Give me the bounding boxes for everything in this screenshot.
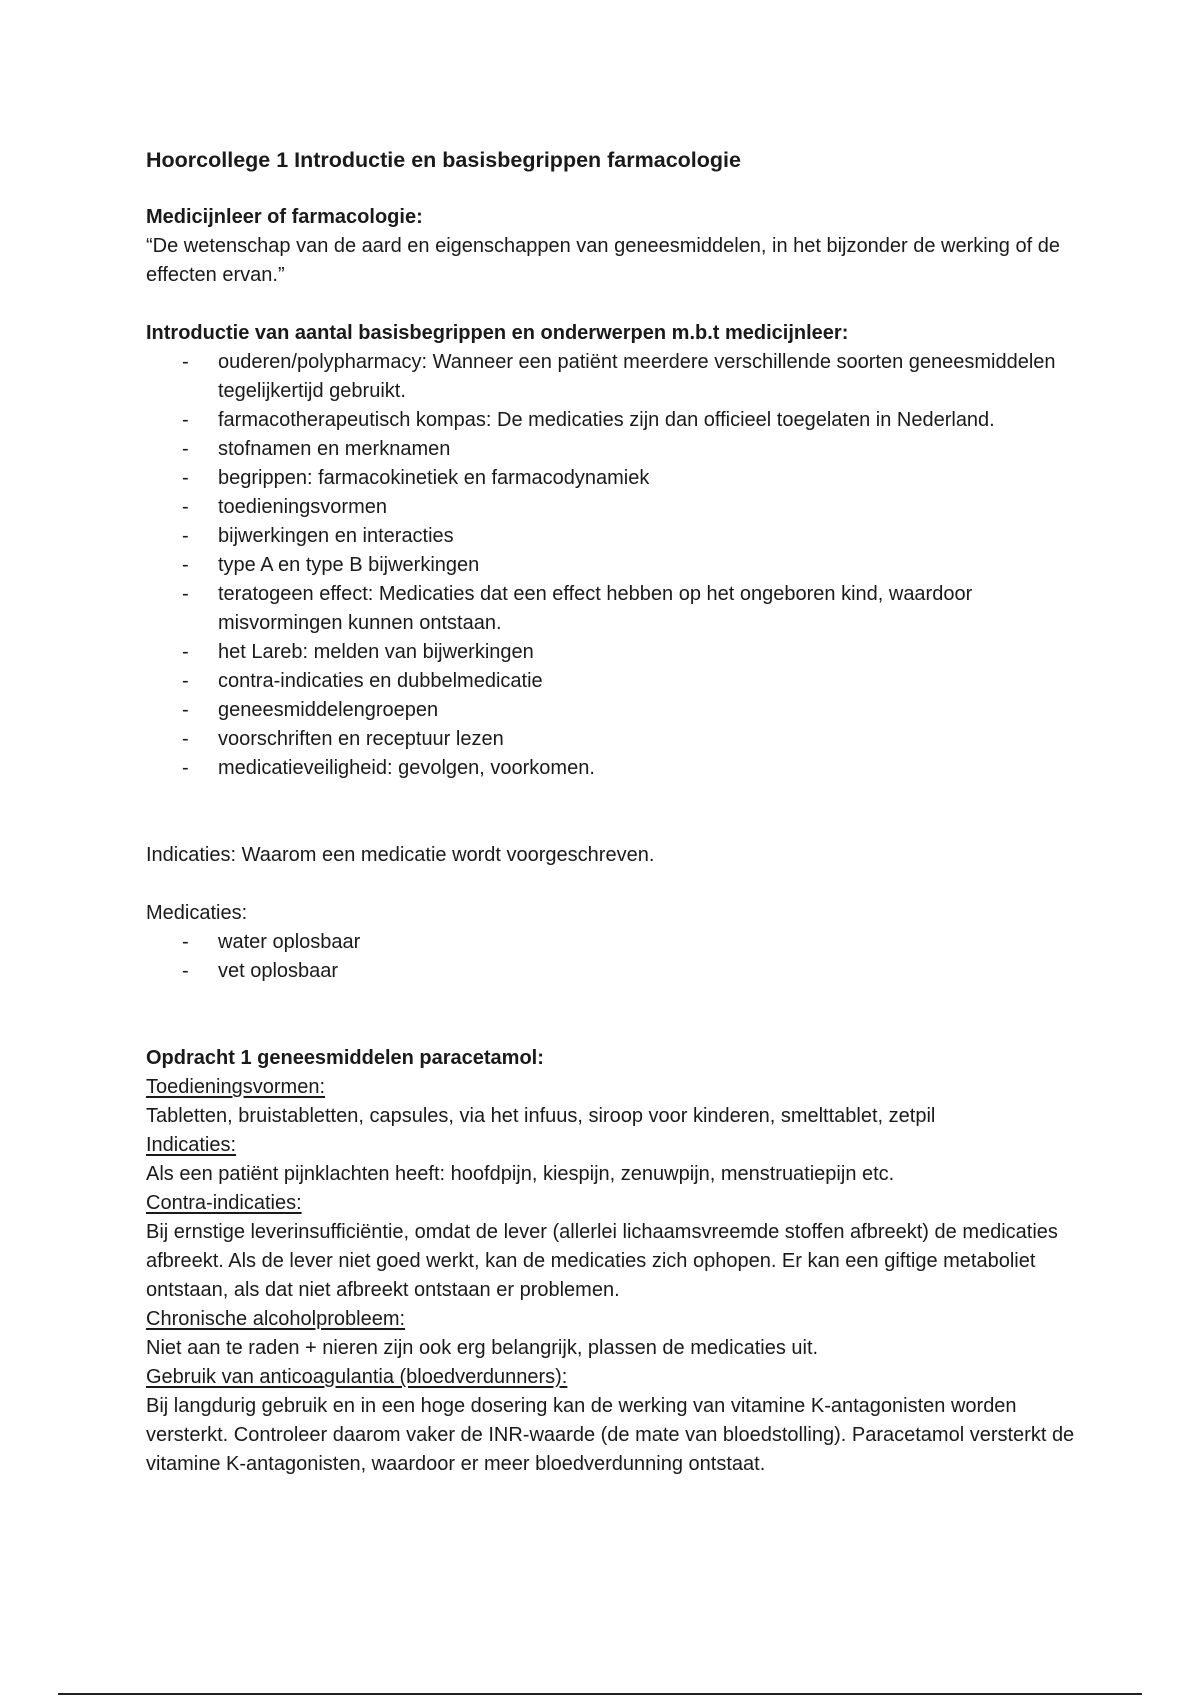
section-label-anticoagulantia: Gebruik van anticoagulantia (bloedverdunners): xyxy=(146,1366,568,1388)
medicaties-label: Medicaties: xyxy=(146,902,248,924)
intro-list xyxy=(146,348,1076,783)
list-item: - medicatieveiligheid: gevolgen, voorkomen. xyxy=(146,754,1076,783)
section-label-alcohol: Chronische alcoholprobleem: xyxy=(146,1308,406,1330)
list-item: - stofnamen en merknamen xyxy=(146,435,1076,464)
list-item: - bijwerkingen en interacties xyxy=(146,522,1076,551)
list-item: - voorschriften en receptuur lezen xyxy=(146,725,1076,754)
list-item: - geneesmiddelengroepen xyxy=(146,696,1076,725)
list-item: - toedieningsvormen xyxy=(146,493,1076,522)
list-item: - het Lareb: melden van bijwerkingen xyxy=(146,638,1076,667)
list-item: - farmacotherapeutisch kompas: De medicaties zijn dan officieel toegelaten in Nederland. xyxy=(146,406,1076,435)
list-item: - contra-indicaties en dubbelmedicatie xyxy=(146,667,1076,696)
list-item: - water oplosbaar xyxy=(146,928,1076,957)
list-item: - type A en type B bijwerkingen xyxy=(146,551,1076,580)
list-item: - ouderen/polypharmacy: Wanneer een patiënt meerdere verschillende soorten geneesmiddelen tegelijkertijd gebruikt. xyxy=(146,348,1076,406)
intro-heading: Introductie van aantal basisbegrippen en onderwerpen m.b.t medicijnleer: xyxy=(146,322,849,344)
document-page xyxy=(146,146,1076,1479)
medicaties-list xyxy=(146,928,1076,986)
list-item: - begrippen: farmacokinetiek en farmacodynamiek xyxy=(146,464,1076,493)
indicaties-line: Indicaties: Waarom een medicatie wordt voorgeschreven. xyxy=(146,844,655,866)
section-text-indicaties: Als een patiënt pijnklachten heeft: hoofdpijn, kiespijn, zenuwpijn, menstruatiepijn etc. xyxy=(146,1163,895,1185)
definition-text: “De wetenschap van de aard en eigenschappen van geneesmiddelen, in het bijzonder de werking of de effecten ervan.” xyxy=(146,235,1060,286)
list-item: - vet oplosbaar xyxy=(146,957,1076,986)
section-text-toedieningsvormen: Tabletten, bruistabletten, capsules, via het infuus, siroop voor kinderen, smelttablet, zetpil xyxy=(146,1105,936,1127)
section-label-contra-indicaties: Contra-indicaties: xyxy=(146,1192,302,1214)
section-text-contra-indicaties: Bij ernstige leverinsufficiëntie, omdat de lever (allerlei lichaamsvreemde stoffen afbreekt) de medicaties afbreekt. Als de lever niet goed werkt, kan de medicaties zich ophopen. Er kan een giftige metaboliet ontstaan, als dat niet afbreekt ontstaan er problemen. xyxy=(146,1221,1058,1301)
section-text-anticoagulantia: Bij langdurig gebruik en in een hoge dosering kan de werking van vitamine K-antagonisten worden versterkt. Controleer daarom vaker de INR-waarde (de mate van bloedstolling). Paracetamol versterkt de vitamine K-antagonisten, waardoor er meer bloedverdunning ontstaat. xyxy=(146,1395,1075,1475)
list-item: - teratogeen effect: Medicaties dat een effect hebben op het ongeboren kind, waardoor misvormingen kunnen ontstaan. xyxy=(146,580,1076,638)
section-text-alcohol: Niet aan te raden + nieren zijn ook erg belangrijk, plassen de medicaties uit. xyxy=(146,1337,819,1359)
section-label-toedieningsvormen: Toedieningsvormen: xyxy=(146,1076,325,1098)
section-label-indicaties: Indicaties: xyxy=(146,1134,237,1156)
opdracht-heading: Opdracht 1 geneesmiddelen paracetamol: xyxy=(146,1047,544,1069)
page-title: Hoorcollege 1 Introductie en basisbegrippen farmacologie xyxy=(146,148,741,172)
footer-divider xyxy=(58,1693,1142,1695)
definition-heading: Medicijnleer of farmacologie: xyxy=(146,206,423,228)
